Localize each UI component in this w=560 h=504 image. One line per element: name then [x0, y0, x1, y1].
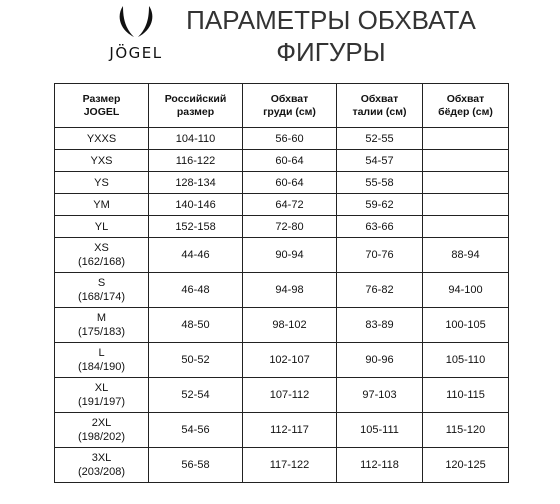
cell-text: 64-72	[275, 198, 304, 211]
cell-hips	[423, 128, 509, 150]
header-line: Обхват	[270, 92, 309, 105]
cell-size-jogel	[55, 273, 149, 308]
cell-waist	[337, 448, 423, 483]
header-line: талии (см)	[352, 105, 407, 118]
header-line: Размер	[82, 92, 121, 105]
header-line: JOGEL	[83, 105, 120, 118]
cell-text: 54-56	[181, 424, 210, 436]
cell-hips	[423, 172, 509, 194]
table-row	[55, 413, 509, 448]
cell-russian-size	[149, 150, 243, 172]
cell-hips	[423, 238, 509, 273]
header-line: Обхват	[446, 92, 485, 105]
cell-text: 3XL	[91, 452, 112, 464]
cell-text: YS	[94, 176, 109, 189]
cell-waist	[337, 194, 423, 216]
cell-chest	[243, 343, 337, 378]
cell-waist	[337, 150, 423, 172]
brand-logo	[98, 4, 174, 68]
table-row	[55, 172, 509, 194]
cell-size-jogel	[55, 216, 149, 238]
cell-text: L	[98, 347, 105, 359]
header-line: бёдер (см)	[438, 105, 493, 118]
cell-text: 72-80	[275, 220, 304, 233]
cell-text: 90-96	[365, 354, 394, 366]
cell-russian-size	[149, 448, 243, 483]
cell-text: 83-89	[365, 319, 394, 331]
cell-text: 56-58	[181, 459, 210, 471]
cell-text: S	[97, 277, 106, 289]
cell-waist	[337, 273, 423, 308]
cell-text: (203/208)	[77, 466, 126, 478]
cell-text: 60-64	[275, 176, 304, 189]
cell-text: 128-134	[175, 176, 216, 189]
cell-size-jogel	[55, 128, 149, 150]
header-hips	[423, 84, 509, 128]
cell-text: (168/174)	[77, 291, 126, 303]
table-row	[55, 238, 509, 273]
table-body	[55, 128, 509, 483]
cell-hips	[423, 150, 509, 172]
cell-size-jogel	[55, 308, 149, 343]
cell-text: 46-48	[181, 284, 210, 296]
cell-text: XL	[94, 382, 109, 394]
cell-text: 104-110	[175, 132, 216, 145]
cell-size-jogel	[55, 378, 149, 413]
cell-chest	[243, 238, 337, 273]
cell-text: (191/197)	[77, 396, 126, 408]
header-line: Обхват	[360, 92, 399, 105]
jogel-logo-icon	[116, 4, 156, 40]
cell-text: 105-111	[360, 424, 399, 436]
cell-text: YXS	[90, 154, 113, 167]
cell-russian-size	[149, 413, 243, 448]
cell-text: 76-82	[365, 284, 394, 296]
cell-russian-size	[149, 216, 243, 238]
cell-text: (162/168)	[77, 256, 126, 268]
cell-waist	[337, 238, 423, 273]
cell-russian-size	[149, 172, 243, 194]
cell-text: (184/190)	[77, 361, 126, 373]
cell-chest	[243, 413, 337, 448]
cell-text: 102-107	[269, 354, 310, 366]
cell-text: 55-58	[365, 176, 394, 189]
cell-chest	[243, 308, 337, 343]
cell-russian-size	[149, 128, 243, 150]
header-size-jogel	[55, 84, 149, 128]
cell-text: 110-115	[446, 389, 485, 401]
cell-russian-size	[149, 273, 243, 308]
cell-hips	[423, 194, 509, 216]
cell-text: 44-46	[181, 249, 210, 261]
cell-hips	[423, 378, 509, 413]
cell-russian-size	[149, 378, 243, 413]
cell-text: (198/202)	[77, 431, 126, 443]
table-row	[55, 378, 509, 413]
header-russian-size	[149, 84, 243, 128]
table-row	[55, 308, 509, 343]
page-title	[186, 4, 476, 68]
cell-waist	[337, 413, 423, 448]
cell-size-jogel	[55, 413, 149, 448]
cell-size-jogel	[55, 172, 149, 194]
brand-name: JÖGEL	[109, 44, 163, 62]
cell-hips	[423, 273, 509, 308]
cell-size-jogel	[55, 343, 149, 378]
cell-text: YXXS	[86, 132, 117, 145]
title-line-1: ПАРАМЕТРЫ ОБХВАТА	[186, 5, 476, 35]
cell-text: 60-64	[275, 154, 304, 167]
cell-text: 52-55	[365, 132, 394, 145]
table-row	[55, 194, 509, 216]
cell-text: 98-102	[272, 319, 307, 331]
cell-russian-size	[149, 343, 243, 378]
cell-text: 112-117	[270, 424, 309, 436]
cell-chest	[243, 448, 337, 483]
header-line: Российский	[164, 92, 227, 105]
cell-size-jogel	[55, 448, 149, 483]
size-table	[54, 83, 509, 483]
header-waist	[337, 84, 423, 128]
cell-size-jogel	[55, 194, 149, 216]
cell-size-jogel	[55, 238, 149, 273]
cell-hips	[423, 308, 509, 343]
cell-waist	[337, 172, 423, 194]
cell-text: 50-52	[181, 354, 210, 366]
cell-text: 152-158	[175, 220, 216, 233]
cell-text: 90-94	[275, 249, 304, 261]
header-chest	[243, 84, 337, 128]
cell-text: 88-94	[451, 249, 480, 261]
cell-chest	[243, 216, 337, 238]
cell-text: 48-50	[181, 319, 210, 331]
cell-hips	[423, 413, 509, 448]
cell-text: 140-146	[175, 198, 216, 211]
cell-text: 107-112	[269, 389, 310, 401]
title-line-2: ФИГУРЫ	[276, 37, 386, 67]
cell-text: XS	[94, 242, 109, 254]
cell-text: 120-125	[445, 459, 486, 471]
cell-text: 94-100	[448, 284, 483, 296]
cell-text: YM	[93, 198, 110, 211]
cell-text: 63-66	[365, 220, 394, 233]
cell-hips	[423, 216, 509, 238]
cell-waist	[337, 216, 423, 238]
table-row	[55, 128, 509, 150]
cell-chest	[243, 378, 337, 413]
cell-russian-size	[149, 194, 243, 216]
cell-text: 112-118	[360, 459, 399, 471]
table-row	[55, 216, 509, 238]
cell-text: 116-122	[175, 154, 216, 167]
table-row	[55, 343, 509, 378]
cell-waist	[337, 308, 423, 343]
cell-text: 94-98	[275, 284, 304, 296]
cell-waist	[337, 128, 423, 150]
table-row	[55, 273, 509, 308]
cell-text: 97-103	[362, 389, 397, 401]
cell-text: 100-105	[445, 319, 486, 331]
header-line: груди (см)	[263, 105, 316, 118]
cell-text: 105-110	[445, 354, 486, 366]
cell-text: 70-76	[365, 249, 394, 261]
cell-text: 52-54	[181, 389, 210, 401]
cell-chest	[243, 273, 337, 308]
cell-text: M	[96, 312, 107, 324]
cell-text: 59-62	[365, 198, 394, 211]
cell-chest	[243, 172, 337, 194]
cell-text: 54-57	[365, 154, 394, 167]
cell-chest	[243, 128, 337, 150]
cell-text: YL	[94, 220, 109, 233]
cell-waist	[337, 378, 423, 413]
size-table-wrapper	[54, 83, 509, 483]
cell-text: 2XL	[91, 417, 112, 429]
cell-russian-size	[149, 238, 243, 273]
cell-text: 56-60	[275, 132, 304, 145]
cell-text: 117-122	[269, 459, 310, 471]
table-header-row	[55, 84, 509, 128]
table-row	[55, 150, 509, 172]
cell-size-jogel	[55, 150, 149, 172]
cell-chest	[243, 150, 337, 172]
cell-russian-size	[149, 308, 243, 343]
cell-text: (175/183)	[77, 326, 126, 338]
header-line: размер	[176, 105, 215, 118]
cell-chest	[243, 194, 337, 216]
cell-text: 115-120	[445, 424, 486, 436]
cell-hips	[423, 343, 509, 378]
table-row	[55, 448, 509, 483]
cell-hips	[423, 448, 509, 483]
cell-waist	[337, 343, 423, 378]
